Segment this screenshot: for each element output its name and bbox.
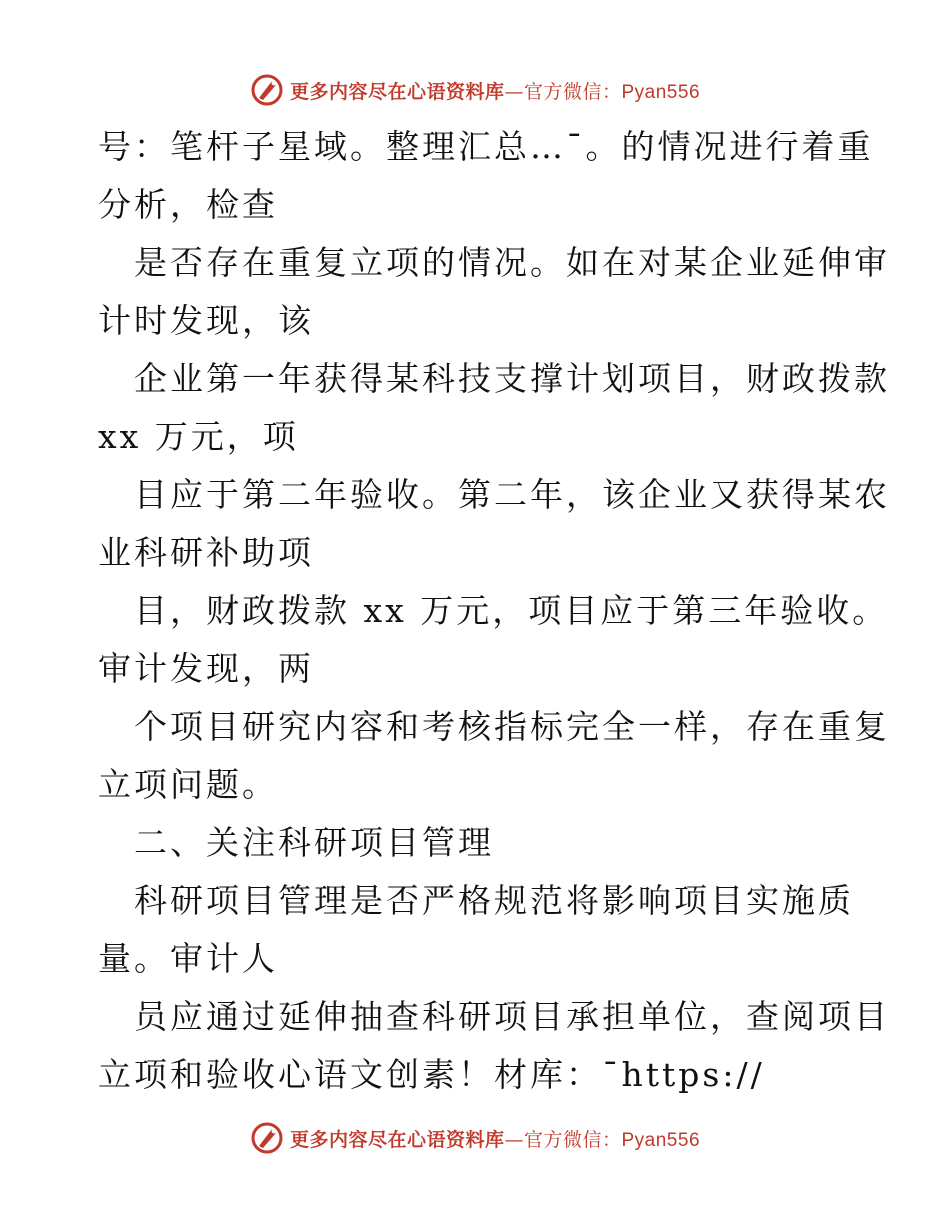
body-line: 目，财政拨款 xx 万元，项目应于第三年验收。 (134, 591, 889, 630)
header-banner-id: Pyan556 (621, 81, 701, 103)
body-line: 企业第一年获得某科技支撑计划项目，财政拨款 (134, 359, 890, 398)
body-line: 科研项目管理是否严格规范将影响项目实施质 (134, 881, 854, 920)
body-line: 号：笔杆子星域。整理汇总…¯。的情况进行着重 (98, 127, 874, 166)
header-banner-text (290, 77, 700, 104)
body-text (98, 118, 890, 1104)
footer-banner-main: 更多内容尽在心语资料库 (289, 1128, 505, 1151)
body-line: 目应于第二年验收。第二年，该企业又获得某农 (134, 475, 890, 514)
body-line: 计时发现，该 (98, 301, 314, 340)
header-banner-inner (250, 73, 700, 107)
body-line: 量。审计人 (98, 939, 278, 978)
logo-icon (250, 1121, 284, 1155)
body-line: 分析，检查 (98, 185, 278, 224)
body-line: 个项目研究内容和考核指标完全一样，存在重复 (134, 707, 890, 746)
footer-banner (0, 1118, 950, 1158)
footer-banner-contact: —官方微信： (504, 1128, 622, 1151)
body-line: 审计发现，两 (98, 649, 314, 688)
logo-icon (250, 73, 284, 107)
section-heading: 二、关注科研项目管理 (134, 823, 494, 862)
footer-banner-inner (250, 1121, 700, 1155)
body-line: 员应通过延伸抽查科研项目承担单位，查阅项目 (134, 997, 890, 1036)
body-line: 立项问题。 (98, 765, 278, 804)
body-line: 是否存在重复立项的情况。如在对某企业延伸审 (134, 243, 890, 282)
footer-banner-text (290, 1125, 700, 1152)
header-banner-main: 更多内容尽在心语资料库 (289, 80, 505, 103)
header-banner (0, 70, 950, 110)
body-line: xx 万元，项 (98, 417, 299, 456)
footer-banner-id: Pyan556 (621, 1129, 701, 1151)
body-line: 立项和验收心语文创素！材库：¯https:// (98, 1055, 765, 1094)
body-line: 业科研补助项 (98, 533, 314, 572)
header-banner-contact: —官方微信： (504, 80, 622, 103)
